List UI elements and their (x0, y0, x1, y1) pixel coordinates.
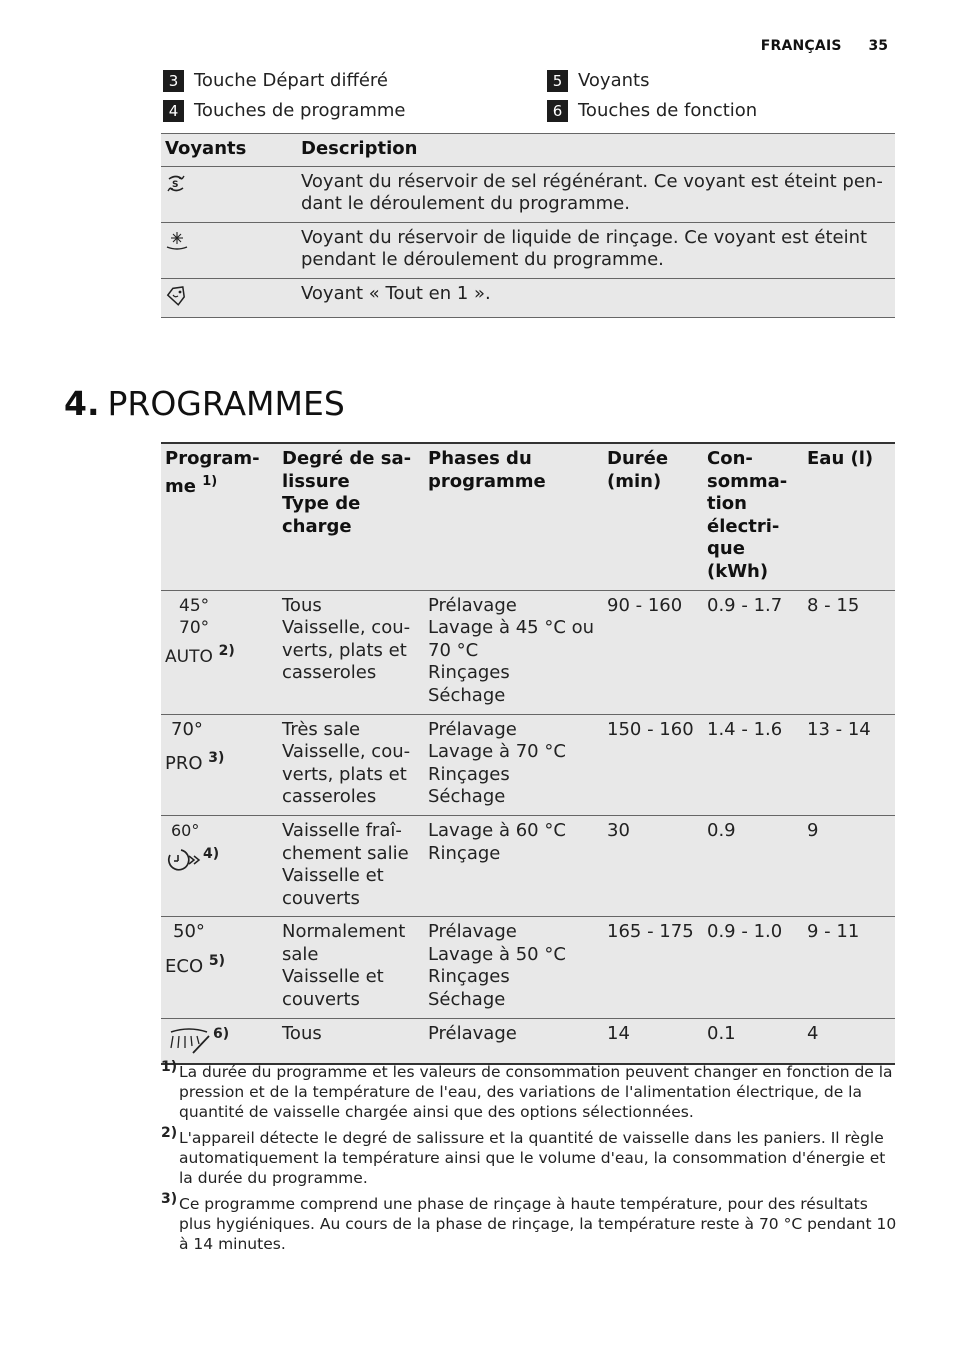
column-header-duration: Durée (min) (603, 443, 703, 590)
phases-cell: Lavage à 60 °C Rinçage (424, 815, 603, 916)
water-cell: 9 - 11 (803, 917, 895, 1018)
section-title-text: PROGRAMMES (107, 384, 345, 423)
column-header-energy: Consommation électrique (kWh) (703, 443, 803, 590)
program-cell-quick (161, 815, 278, 916)
duration-cell: 165 - 175 (603, 917, 703, 1018)
footnote (161, 1191, 901, 1254)
indicator-description: Voyant « Tout en 1 ». (297, 279, 895, 318)
footnote-text: Ce programme comprend une phase de rinçage à haute température, pour des résultats plus hygiéniques. Au cours de la phase de rinçage, la température reste à 70 °C pendant 10 à 14 minutes. (179, 1195, 897, 1253)
footnote-text: La durée du programme et les valeurs de consommation peuvent changer en fonction de la pression et de la température de l'eau, des variations de l'alimentation électrique, de la quantité de vaisselle chargée ainsi que des options sélectionnées. (179, 1063, 893, 1121)
water-cell: 8 - 15 (803, 590, 895, 714)
footnote-ref: 1) (202, 473, 218, 489)
column-header-description: Description (297, 134, 895, 167)
program-temp: 60° (171, 820, 200, 840)
section-number: 4. (64, 384, 100, 423)
degree-cell: Tous Vaisselle, couverts, plats et casseroles (278, 590, 424, 714)
phases-cell: Prélavage (424, 1018, 603, 1064)
legend-label: Touche Départ différé (194, 70, 389, 91)
legend-item (547, 70, 649, 92)
svg-text:S: S (172, 180, 179, 190)
footnotes (161, 1059, 901, 1260)
legend-number-badge: 5 (547, 70, 568, 92)
program-temp: 45° (179, 595, 210, 616)
footnote-ref: 3) (208, 750, 225, 767)
program-temp: 70° (179, 618, 210, 639)
column-header-water: Eau (l) (803, 443, 895, 590)
legend-number-badge: 3 (163, 70, 184, 92)
legend-item (163, 100, 406, 122)
footnote (161, 1125, 901, 1188)
water-cell: 4 (803, 1018, 895, 1064)
energy-cell: 1.4 - 1.6 (703, 714, 803, 815)
indicator-description: Voyant du réservoir de sel régénérant. Ce voyant est éteint pendant le déroulement du programme. (297, 167, 895, 223)
legend-number-badge: 6 (547, 100, 568, 122)
column-header-program (161, 443, 278, 590)
prewash-shower-icon (165, 1026, 213, 1054)
column-header-degree: Degré de salissure Type de charge (278, 443, 424, 590)
indicator-icon-cell (161, 279, 297, 318)
program-temp: 70° (171, 718, 203, 740)
footnote-number: 2) (161, 1125, 178, 1141)
indicators-table (161, 133, 895, 318)
quick-30-min-icon (165, 847, 203, 873)
footnote-ref: 6) (213, 1025, 230, 1042)
legend-number-badge: 4 (163, 100, 184, 122)
energy-cell: 0.1 (703, 1018, 803, 1064)
table-row (161, 815, 895, 916)
footnote-text: L'appareil détecte le degré de salissure et la quantité de vaisselle dans les paniers. Il règle automatiquement la température ainsi que le volume d'eau, la consommation d'énergie et la durée du programme. (179, 1129, 886, 1187)
phases-cell: Prélavage Lavage à 50 °C Rinçages Séchage (424, 917, 603, 1018)
legend-label: Touches de programme (194, 100, 406, 121)
column-header-phases: Phases du programme (424, 443, 603, 590)
legend (163, 70, 895, 130)
duration-cell: 30 (603, 815, 703, 916)
header-language: FRANÇAIS (760, 38, 842, 54)
program-label: PRO (165, 753, 203, 775)
table-row (161, 279, 895, 318)
legend-item (163, 70, 388, 92)
duration-cell: 14 (603, 1018, 703, 1064)
program-cell-eco (161, 917, 278, 1018)
energy-cell: 0.9 (703, 815, 803, 916)
table-row (161, 714, 895, 815)
legend-label: Touches de fonction (578, 100, 758, 121)
footnote-ref: 2) (218, 642, 235, 659)
legend-label: Voyants (578, 70, 650, 91)
table-row (161, 223, 895, 279)
indicator-icon-cell (161, 223, 297, 279)
water-cell: 13 - 14 (803, 714, 895, 815)
program-cell-prewash (161, 1018, 278, 1064)
column-header-voyants: Voyants (161, 134, 297, 167)
footnote-number: 1) (161, 1059, 178, 1075)
table-row (161, 1018, 895, 1064)
section-title (64, 384, 345, 423)
program-cell-pro (161, 714, 278, 815)
program-label: AUTO (165, 646, 213, 667)
programmes-table (161, 442, 895, 1065)
degree-cell: Tous (278, 1018, 424, 1064)
table-row (161, 917, 895, 1018)
phases-cell: Prélavage Lavage à 45 °C ou 70 °C Rinçages Séchage (424, 590, 603, 714)
legend-item (547, 100, 757, 122)
table-row (161, 167, 895, 223)
degree-cell: Vaisselle fraîchement salie Vaisselle et couverts (278, 815, 424, 916)
salt-indicator-icon (165, 173, 187, 195)
duration-cell: 150 - 160 (603, 714, 703, 815)
degree-cell: Normalement sale Vaisselle et couverts (278, 917, 424, 1018)
program-label: ECO (165, 955, 204, 977)
indicator-icon-cell (161, 167, 297, 223)
page-header (761, 38, 888, 54)
water-cell: 9 (803, 815, 895, 916)
program-cell-auto (161, 590, 278, 714)
footnote-ref: 4) (203, 845, 220, 862)
rinse-aid-indicator-icon (165, 229, 189, 251)
phases-cell: Prélavage Lavage à 70 °C Rinçages Séchage (424, 714, 603, 815)
indicator-description: Voyant du réservoir de liquide de rinçage. Ce voyant est éteint pendant le déroulement du programme. (297, 223, 895, 279)
column-header-program-text: Programme (165, 448, 260, 497)
table-row (161, 590, 895, 714)
page-number: 35 (868, 38, 888, 54)
tout-en-1-indicator-icon (165, 285, 187, 307)
footnote-ref: 5) (208, 952, 225, 969)
duration-cell: 90 - 160 (603, 590, 703, 714)
footnote-number: 3) (161, 1191, 178, 1207)
energy-cell: 0.9 - 1.7 (703, 590, 803, 714)
program-temp: 50° (173, 921, 205, 943)
degree-cell: Très sale Vaisselle, couverts, plats et casseroles (278, 714, 424, 815)
energy-cell: 0.9 - 1.0 (703, 917, 803, 1018)
footnote (161, 1059, 901, 1122)
